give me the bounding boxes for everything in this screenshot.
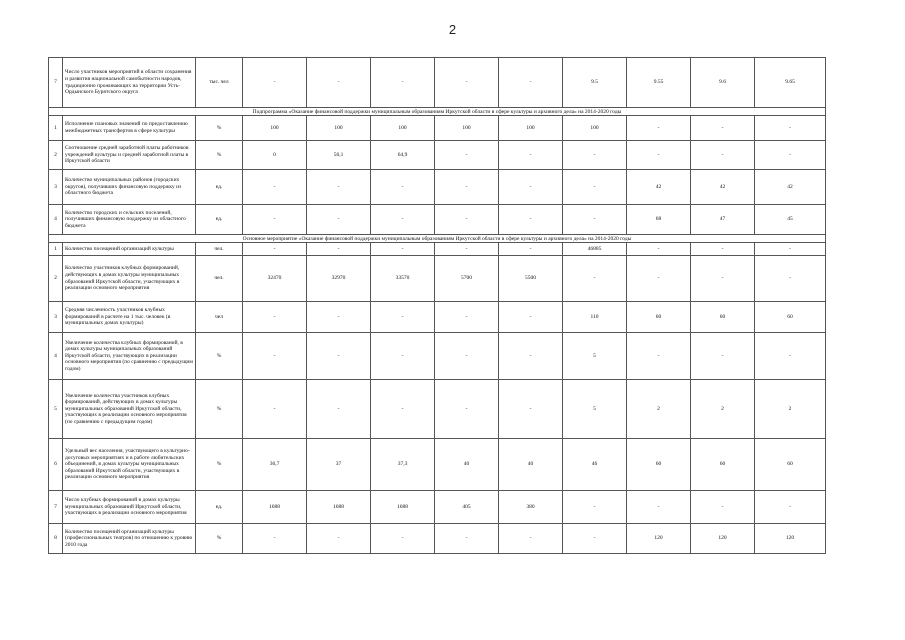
value-cell: 380	[499, 491, 563, 524]
indicator-name: Увеличение количества клубных формирований, в домах культуры муниципальных образований Иркутской области, участвующих в реализации основного мероприятия (по сравнению с предыдущим годом)	[63, 333, 196, 380]
row-number: 7	[49, 58, 63, 108]
value-cell: -	[243, 380, 307, 439]
value-cell: -	[243, 302, 307, 333]
indicator-name: Удельный вес населения, участвующего в культурно-досуговых мероприятиях и в работе любительских объединений, в домах культуры муниципальных образований Иркутской области, участвующих в реализации основного мероприятия	[63, 439, 196, 491]
row-number: 3	[49, 170, 63, 205]
row-number: 5	[49, 380, 63, 439]
value-cell: 33570	[371, 256, 435, 302]
value-cell: -	[627, 256, 691, 302]
indicator-name: Количество посещений организаций культуры (профессиональных театров) по отношению к уровню 2010 года	[63, 524, 196, 554]
indicator-name: Средняя численность участников клубных формирований в расчете на 1 тыс. человек (в муниципальных домах культуры)	[63, 302, 196, 333]
value-cell: -	[691, 333, 755, 380]
value-cell: 64,9	[371, 141, 435, 170]
value-cell: -	[307, 58, 371, 108]
value-cell: -	[627, 491, 691, 524]
value-cell: 2	[691, 380, 755, 439]
value-cell: -	[563, 524, 627, 554]
unit-cell: ед.	[196, 205, 243, 235]
value-cell: 2	[755, 380, 826, 439]
unit-cell: %	[196, 380, 243, 439]
value-cell: -	[371, 524, 435, 554]
value-cell: -	[755, 256, 826, 302]
value-cell: -	[499, 243, 563, 256]
value-cell: 9.6	[691, 58, 755, 108]
value-cell: 9.5	[563, 58, 627, 108]
value-cell: -	[243, 58, 307, 108]
row-number: 1	[49, 116, 63, 141]
value-cell: 37	[307, 439, 371, 491]
value-cell: -	[435, 58, 499, 108]
value-cell: -	[435, 205, 499, 235]
value-cell: -	[435, 302, 499, 333]
unit-cell: чел	[196, 302, 243, 333]
table-row	[49, 141, 826, 170]
table-row	[49, 333, 826, 380]
page-number: 2	[448, 22, 457, 37]
value-cell: 120	[627, 524, 691, 554]
value-cell: 1688	[307, 491, 371, 524]
value-cell: -	[243, 170, 307, 205]
value-cell: -	[499, 141, 563, 170]
row-number: 1	[49, 243, 63, 256]
value-cell: 42	[627, 170, 691, 205]
value-cell: -	[307, 380, 371, 439]
value-cell: 120	[691, 524, 755, 554]
value-cell: -	[371, 170, 435, 205]
value-cell: -	[435, 333, 499, 380]
section-row	[49, 108, 826, 116]
value-cell: 42	[691, 170, 755, 205]
value-cell: -	[691, 256, 755, 302]
indicators-table	[48, 57, 826, 554]
unit-cell: ед.	[196, 491, 243, 524]
value-cell: -	[755, 333, 826, 380]
value-cell: 36,7	[243, 439, 307, 491]
table-row	[49, 524, 826, 554]
value-cell: 1688	[371, 491, 435, 524]
value-cell: 100	[243, 116, 307, 141]
value-cell: -	[563, 170, 627, 205]
value-cell: -	[307, 243, 371, 256]
value-cell: -	[755, 243, 826, 256]
value-cell: 56,1	[307, 141, 371, 170]
value-cell: 46	[563, 439, 627, 491]
value-cell: 100	[435, 116, 499, 141]
value-cell: 9.55	[627, 58, 691, 108]
value-cell: 1688	[243, 491, 307, 524]
row-number: 2	[49, 141, 63, 170]
value-cell: -	[371, 205, 435, 235]
value-cell: 100	[563, 116, 627, 141]
value-cell: 5	[563, 333, 627, 380]
value-cell: -	[435, 524, 499, 554]
value-cell: -	[627, 116, 691, 141]
value-cell: 100	[307, 116, 371, 141]
section-title: Основное мероприятие «Оказание финансовой поддержки муниципальным образованиям Иркутской области в сфере культуры и архивного дела» на 2014-2020 годы	[49, 235, 826, 243]
table-row	[49, 205, 826, 235]
unit-cell: %	[196, 141, 243, 170]
value-cell: 120	[755, 524, 826, 554]
value-cell: -	[691, 116, 755, 141]
value-cell: -	[499, 380, 563, 439]
value-cell: 5500	[499, 256, 563, 302]
value-cell: -	[371, 380, 435, 439]
value-cell: -	[435, 141, 499, 170]
value-cell: -	[627, 141, 691, 170]
value-cell: 100	[371, 116, 435, 141]
value-cell: -	[435, 380, 499, 439]
indicator-name: Исполнение плановых значений по предоставлению межбюджетных трансфертов в сфере культуры	[63, 116, 196, 141]
value-cell: -	[307, 333, 371, 380]
row-number: 4	[49, 205, 63, 235]
unit-cell: %	[196, 116, 243, 141]
value-cell: 5	[563, 380, 627, 439]
table-row	[49, 491, 826, 524]
value-cell: -	[243, 205, 307, 235]
section-row	[49, 235, 826, 243]
unit-cell: ед.	[196, 170, 243, 205]
value-cell: -	[243, 333, 307, 380]
unit-cell: %	[196, 439, 243, 491]
value-cell: -	[755, 141, 826, 170]
value-cell: 42	[755, 170, 826, 205]
value-cell: -	[755, 491, 826, 524]
value-cell: -	[307, 302, 371, 333]
row-number: 6	[49, 439, 63, 491]
value-cell: 9.65	[755, 58, 826, 108]
value-cell: 47	[691, 205, 755, 235]
unit-cell: тыс. чел	[196, 58, 243, 108]
value-cell: 40	[499, 439, 563, 491]
value-cell: -	[499, 333, 563, 380]
value-cell: -	[563, 205, 627, 235]
value-cell: 60	[755, 302, 826, 333]
value-cell: 60	[627, 302, 691, 333]
table-row	[49, 302, 826, 333]
table-row	[49, 439, 826, 491]
value-cell: 110	[563, 302, 627, 333]
table-row	[49, 170, 826, 205]
value-cell: -	[307, 170, 371, 205]
value-cell: -	[371, 333, 435, 380]
value-cell: -	[499, 524, 563, 554]
value-cell: 46885	[563, 243, 627, 256]
value-cell: -	[499, 58, 563, 108]
table-row	[49, 58, 826, 108]
value-cell: 2	[627, 380, 691, 439]
unit-cell: чел.	[196, 256, 243, 302]
value-cell: -	[371, 58, 435, 108]
row-number: 8	[49, 524, 63, 554]
value-cell: -	[499, 205, 563, 235]
indicator-name: Число участников мероприятий в области сохранения и развития национальной самобытности народов, традиционно проживающих на территории Усть-Ордынского Бурятского округа	[63, 58, 196, 108]
table-row	[49, 243, 826, 256]
value-cell: -	[371, 243, 435, 256]
value-cell: -	[691, 243, 755, 256]
indicator-name: Количество муниципальных районов (городских округов), получивших финансовую поддержку из областного бюджета	[63, 170, 196, 205]
value-cell: 32470	[243, 256, 307, 302]
value-cell: -	[243, 524, 307, 554]
indicator-name: Количество участников клубных формирований, действующих в домах культуры муниципальных образований Иркутской области, участвующих в реализации основного мероприятия	[63, 256, 196, 302]
value-cell: -	[371, 302, 435, 333]
value-cell: 68	[627, 205, 691, 235]
value-cell: 37,3	[371, 439, 435, 491]
value-cell: 60	[755, 439, 826, 491]
row-number: 7	[49, 491, 63, 524]
section-title: Подпрограмма «Оказание финансовой поддержки муниципальным образованиям Иркутской области в сфере культуры и архивного дела» на 2014-2020 годы	[49, 108, 826, 116]
value-cell: -	[755, 116, 826, 141]
value-cell: -	[563, 141, 627, 170]
table-row	[49, 116, 826, 141]
table-row	[49, 380, 826, 439]
unit-cell: %	[196, 524, 243, 554]
value-cell: -	[435, 170, 499, 205]
value-cell: 45	[755, 205, 826, 235]
value-cell: -	[563, 256, 627, 302]
value-cell: -	[691, 141, 755, 170]
unit-cell: %	[196, 333, 243, 380]
value-cell: 40	[435, 439, 499, 491]
indicator-name: Количество городских и сельских поселений, получивших финансовую поддержку из областного бюджета	[63, 205, 196, 235]
value-cell: -	[307, 205, 371, 235]
row-number: 3	[49, 302, 63, 333]
value-cell: 32970	[307, 256, 371, 302]
value-cell: -	[307, 524, 371, 554]
value-cell: 60	[627, 439, 691, 491]
value-cell: 100	[499, 116, 563, 141]
value-cell: 5700	[435, 256, 499, 302]
value-cell: 60	[691, 439, 755, 491]
value-cell: -	[243, 243, 307, 256]
value-cell: 405	[435, 491, 499, 524]
unit-cell: чел.	[196, 243, 243, 256]
value-cell: -	[563, 491, 627, 524]
value-cell: -	[691, 491, 755, 524]
value-cell: -	[627, 333, 691, 380]
value-cell: -	[627, 243, 691, 256]
value-cell: -	[499, 302, 563, 333]
value-cell: -	[499, 170, 563, 205]
table-row	[49, 256, 826, 302]
indicator-name: Количество посещений организаций культуры	[63, 243, 196, 256]
value-cell: 60	[691, 302, 755, 333]
value-cell: 0	[243, 141, 307, 170]
indicator-name: Соотношение средней заработной платы работников учреждений культуры и средней заработной платы в Иркутской области	[63, 141, 196, 170]
row-number: 2	[49, 256, 63, 302]
indicator-name: Число клубных формирований в домах культуры муниципальных образований Иркутской области, участвующих в реализации основного мероприятия	[63, 491, 196, 524]
value-cell: -	[435, 243, 499, 256]
row-number: 4	[49, 333, 63, 380]
indicator-name: Увеличение количества участников клубных формирований, действующих в домах культуры муниципальных образований Иркутской области, участвующих в реализации основного мероприятия (по сравнению с предыдущим годом)	[63, 380, 196, 439]
